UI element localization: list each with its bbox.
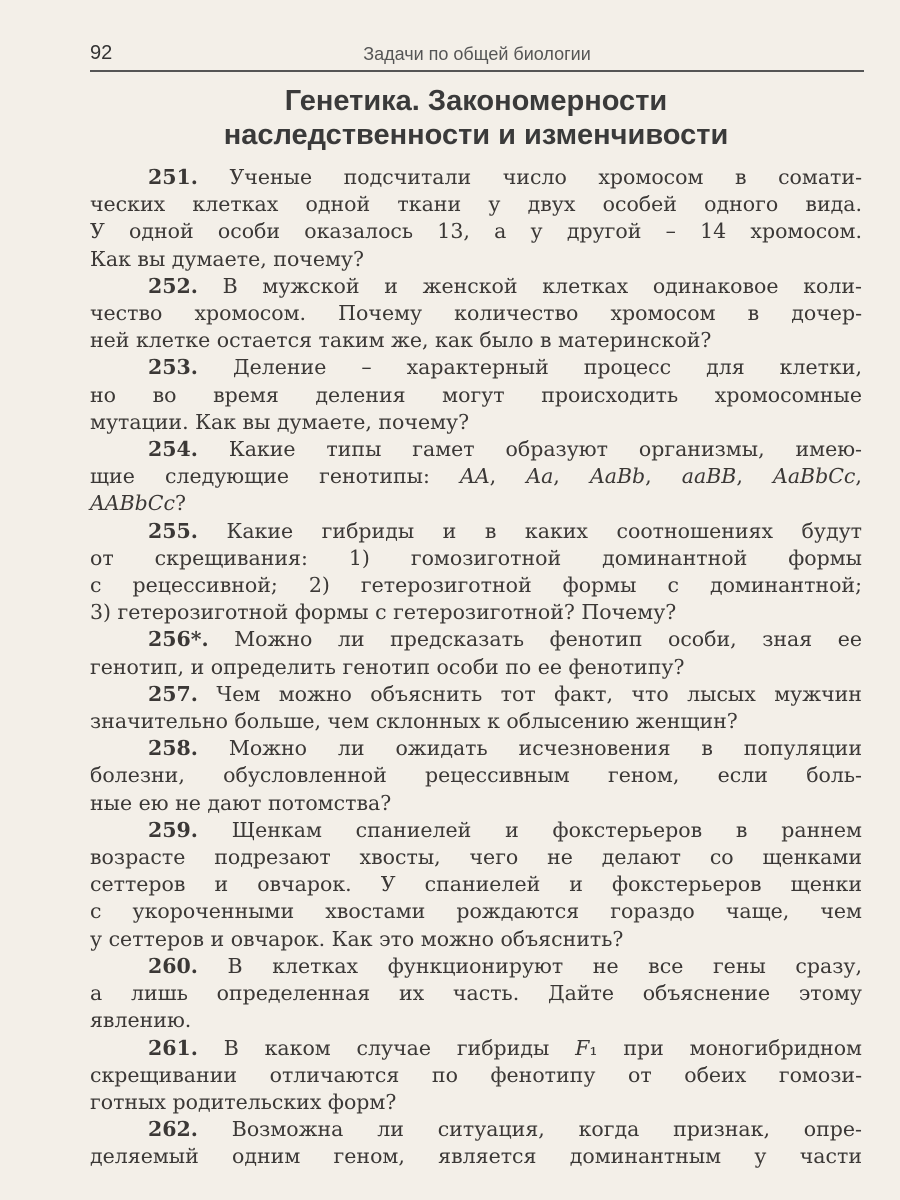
line-text: у сеттеров и овчарок. Как это можно объяснить? [90, 926, 624, 951]
text-line [90, 1116, 862, 1143]
text-line [90, 898, 862, 925]
line-text: ные ею не дают потомства? [90, 790, 392, 815]
line-text: Возможна ли ситуация, когда признак, опре- [231, 1117, 862, 1142]
problem-257 [90, 681, 862, 735]
formula-text: AA [460, 464, 490, 489]
text-line [90, 681, 862, 708]
problem-260 [90, 953, 862, 1035]
line-text: Какие типы гамет образуют организмы, имею- [228, 437, 862, 462]
problem-251 [90, 164, 862, 273]
text-line [90, 599, 862, 626]
problem-254 [90, 436, 862, 518]
formula-text: aaBB [681, 464, 737, 489]
line-text: щие следующие генотипы: [90, 464, 461, 489]
text-line [90, 1089, 862, 1116]
line-text: готных родительских форм? [90, 1089, 397, 1114]
running-title: Задачи по общей биологии [363, 44, 591, 64]
problem-number: 252. [148, 273, 198, 298]
line-text: , [645, 464, 682, 489]
text-line [90, 708, 862, 735]
text-line [90, 300, 862, 327]
text-line [90, 490, 862, 517]
line-text: мутации. Как вы думаете, почему? [90, 409, 470, 434]
text-line [90, 436, 862, 463]
line-text: Как вы думаете, почему? [90, 246, 364, 271]
problem-number: 254. [148, 437, 198, 462]
text-line [90, 327, 862, 354]
formula-text: AaBbCc [773, 464, 856, 489]
line-text: Деление – характерный процесс для клетки, [232, 355, 862, 380]
text-line [90, 218, 862, 245]
text-line [90, 626, 862, 653]
line-text: деляемый одним геном, является доминантным у части [90, 1144, 862, 1169]
text-line [90, 354, 862, 381]
text-line [90, 817, 862, 844]
text-line [90, 762, 862, 789]
text-line [90, 572, 862, 599]
line-text: ней клетке остается таким же, как было в материнской? [90, 328, 712, 353]
text-line [90, 382, 862, 409]
formula-text: F [575, 1035, 590, 1060]
line-text: с рецессивной; 2) гетерозиготной формы с доминантной; [90, 573, 862, 598]
line-text: сеттеров и овчарок. У спаниелей и фокстерьеров щенки [90, 872, 862, 897]
problem-number: 255. [148, 518, 198, 543]
line-text: 3) гетерозиготной формы с гетерозиготной? Почему? [90, 600, 677, 625]
problem-number: 253. [148, 355, 198, 380]
chapter-title-line: Генетика. Закономерности [284, 85, 668, 117]
problem-252 [90, 273, 862, 355]
line-text: Ученые подсчитали число хромосом в сомати- [229, 165, 862, 189]
chapter-title [90, 84, 862, 152]
formula-text: AaBb [589, 464, 646, 489]
problem-number: 261. [148, 1035, 198, 1060]
text-line [90, 409, 862, 436]
line-text: Щенкам спаниелей и фокстерьеров в раннем [231, 817, 862, 842]
line-text: при моногибридном [597, 1035, 862, 1060]
text-line [90, 654, 862, 681]
line-text: Чем можно объяснить тот факт, что лысых мужчин [216, 681, 862, 706]
text-line [90, 1143, 862, 1170]
line-text: , [855, 464, 862, 489]
text-line [90, 980, 862, 1007]
problem-number: 260. [148, 953, 198, 978]
text-line [90, 844, 862, 871]
line-text: ческих клетках одной ткани у двух особей одного вида. [90, 192, 862, 217]
line-text: возрасте подрезают хвосты, чего не делают со щенками [90, 845, 862, 870]
line-text: от скрещивания: 1) гомозиготной доминантной формы [90, 545, 862, 570]
line-text: значительно больше, чем склонных к облысению женщин? [90, 709, 738, 734]
problem-261 [90, 1035, 862, 1117]
line-text: но во время деления могут происходить хромосомные [90, 382, 862, 407]
chapter-title-line: наследственности и изменчивости [223, 119, 729, 151]
problem-number: 257. [148, 681, 198, 706]
formula-text: Aa [526, 464, 554, 489]
line-text: ? [174, 491, 186, 516]
problem-262 [90, 1116, 862, 1170]
line-text: чество хромосом. Почему количество хромосом в дочер- [90, 301, 862, 326]
line-text: скрещивании отличаются по фенотипу от обеих гомози- [90, 1062, 862, 1087]
line-text: В каком случае гибриды [223, 1035, 576, 1060]
line-text: , [736, 464, 774, 489]
problem-number: 251. [148, 165, 198, 189]
line-text: болезни, обусловленной рецессивным геном, если боль- [90, 763, 862, 788]
text-line [90, 926, 862, 953]
line-text: ₁ [589, 1035, 598, 1060]
formula-text: AABbCc [90, 491, 175, 516]
text-line [90, 545, 862, 572]
line-text: генотип, и определить генотип особи по ее фенотипу? [90, 654, 685, 679]
line-text: , [489, 464, 527, 489]
line-text: В мужской и женской клетках одинаковое коли- [222, 273, 862, 298]
text-line [90, 790, 862, 817]
text-line [90, 1007, 862, 1034]
problem-253 [90, 354, 862, 436]
text-line [90, 191, 862, 218]
problem-number: 256*. [148, 627, 209, 652]
text-line [90, 246, 862, 273]
line-text: Можно ли предсказать фенотип особи, зная ее [234, 627, 862, 652]
problem-255 [90, 518, 862, 627]
line-text: В клетках функционируют не все гены сразу, [227, 953, 862, 978]
text-line [90, 164, 862, 191]
problem-number: 259. [148, 817, 198, 842]
line-text: Какие гибриды и в каких соотношениях будут [226, 518, 862, 543]
line-text: явлению. [90, 1008, 192, 1033]
line-text: , [553, 464, 590, 489]
problem-number: 258. [148, 736, 198, 761]
page-header [90, 40, 864, 72]
text-line [90, 1062, 862, 1089]
text-line [90, 463, 862, 490]
problems-list [90, 164, 862, 1171]
text-line [90, 518, 862, 545]
text-line [90, 1035, 862, 1062]
problem-259 [90, 817, 862, 953]
text-line [90, 735, 862, 762]
line-text: У одной особи оказалось 13, а у другой – 14 хромосом. [90, 219, 862, 244]
line-text: а лишь определенная их часть. Дайте объяснение этому [90, 981, 862, 1006]
page-number: 92 [90, 42, 113, 64]
line-text: Можно ли ожидать исчезновения в популяции [228, 736, 862, 761]
problem-258 [90, 735, 862, 817]
line-text: с укороченными хвостами рождаются гораздо чаще, чем [90, 899, 862, 924]
problem-number: 262. [148, 1117, 198, 1142]
problem-256 [90, 626, 862, 680]
text-line [90, 273, 862, 300]
text-line [90, 953, 862, 980]
text-line [90, 871, 862, 898]
